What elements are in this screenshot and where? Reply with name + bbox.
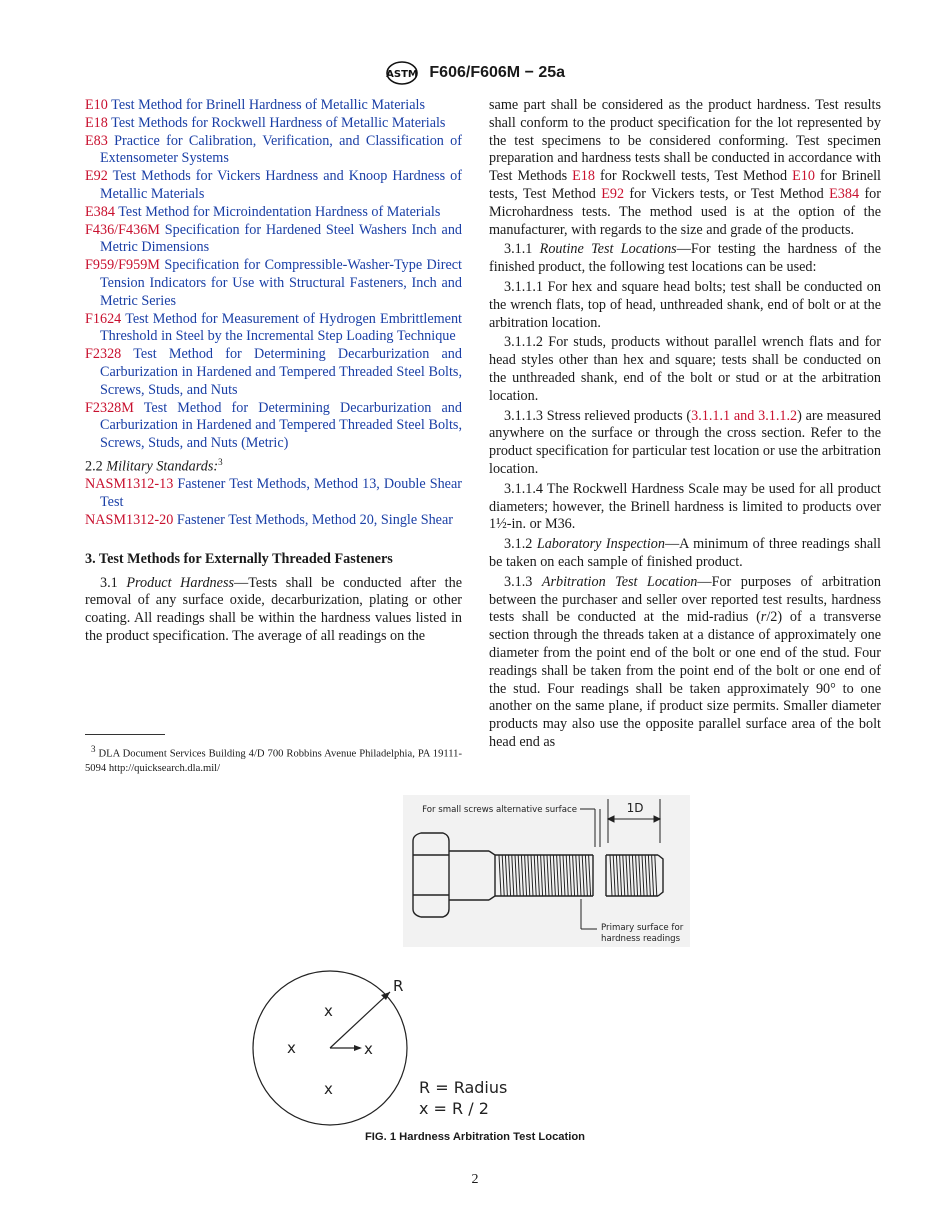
test-point-left: x: [287, 1039, 296, 1057]
reference-item: [85, 204, 462, 222]
military-code-link[interactable]: NASM1312-13: [85, 476, 174, 493]
reference-title-link[interactable]: Test Method for Determining Decarburization and Carburization in Hardened and Tempered Threaded Steel Bolts, Screws, Studs, and Nuts: [100, 346, 462, 398]
left-column: [85, 97, 462, 646]
reference-item: [85, 257, 462, 310]
reference-item: [85, 400, 462, 453]
reference-title-link[interactable]: Test Methods for Vickers Hardness and Knoop Hardness of Metallic Materials: [100, 168, 462, 202]
reference-code-link[interactable]: F2328: [85, 346, 122, 363]
svg-text:ASTM: ASTM: [386, 69, 418, 80]
reference-title-link[interactable]: Test Method for Determining Decarburization and Carburization in Hardened and Tempered Threaded Steel Bolts, Screws, Studs, and Nuts (Metric): [100, 399, 462, 452]
military-standards-list: [85, 476, 462, 529]
document-designation: F606/F606M − 25a: [429, 64, 566, 81]
para-3-1-2: 3.1.2 Laboratory Inspection—A minimum of three readings shall be taken on each sample of finished product.: [489, 536, 881, 570]
cross-section-diagram: [250, 970, 600, 1130]
reference-item: [85, 346, 462, 399]
para-3-1-1-4: 3.1.1.4 The Rockwell Hardness Scale may be used for all product diameters; however, the Brinell hardness is limited to products over 1½-in. or M36.: [489, 480, 881, 533]
link-e92[interactable]: E92: [601, 185, 625, 202]
primary-surface-label-line2: hardness readings: [601, 934, 681, 944]
para-3-1-1-2: 3.1.1.2 For studs, products without parallel wrench flats and for head styles other than hex and square; tests shall be conducted on the unthreaded shank, end of the bolt or stud or at the arbitration location.: [489, 334, 881, 404]
reference-item: [85, 222, 462, 258]
reference-code-link[interactable]: E384: [85, 203, 115, 220]
military-code-link[interactable]: NASM1312-20: [85, 512, 174, 529]
military-title-link[interactable]: Fastener Test Methods, Method 20, Single Shear: [176, 512, 454, 529]
right-column: [489, 97, 881, 752]
reference-code-link[interactable]: E83: [85, 132, 108, 149]
military-title-link[interactable]: Fastener Test Methods, Method 13, Double Shear Test: [100, 476, 462, 511]
half-radius-arrowhead: [354, 1045, 362, 1051]
figure-caption: FIG. 1 Hardness Arbitration Test Location: [364, 1131, 586, 1143]
legend-radius: R = Radius: [419, 1078, 508, 1097]
radius-label: R: [393, 977, 404, 995]
link-e18[interactable]: E18: [572, 168, 595, 185]
reference-item: [85, 97, 462, 115]
footnote: $^3$ DLA Document Services Building 4/D 700 Robbins Avenue Philadelphia, PA 19111-5094 http://quicksearch.dla.mil/: [85, 744, 462, 774]
para-3-1-1: 3.1.1 Routine Test Locations—For testing the hardness of the finished product, the following test locations can be used:: [489, 241, 882, 276]
link-e384[interactable]: E384: [829, 185, 860, 202]
para-3-1-continued: same part shall be considered as the product hardness. Test results shall conform to the product specification for the lot represented by the test specimens to be considered conforming. Test specimen preparation and hardness tests shall be conducted in accordance with Test Methods E18 for Rockwell tests, Test Method E10 for Brinell tests, Test Method E92 for Vickers tests, or Test Method E384 for Microhardness tests. The method used is at the option of the manufacturer, with regards to the size and grade of the products.: [489, 97, 881, 238]
reference-code-link[interactable]: F959/F959M: [85, 257, 160, 274]
reference-code-link[interactable]: F1624: [85, 310, 122, 327]
dimension-1d-label: 1D: [626, 801, 644, 815]
military-standard-item: [85, 476, 462, 512]
reference-code-link[interactable]: E92: [85, 168, 108, 185]
military-standard-item: [85, 512, 462, 530]
footnote-divider: [85, 734, 165, 735]
page-number: 2: [471, 1172, 479, 1187]
para-3-1-3: 3.1.3 Arbitration Test Location—For purposes of arbitration between the purchaser and seller over reported test results, hardness tests shall be conducted at the mid-radius (r/2) of a transverse section through the threads taken at a distance of approximately one diameter from the point end of the bolt or one end of the stud. Four readings shall be taken from the point end of the bolt or one end of the stud. Four readings shall be taken approximately 90° to one another on the same plane, if product size permits. Smaller diameter products may also use the opposite parallel surface area of the bolt head end as: [489, 573, 881, 750]
reference-item: [85, 311, 462, 347]
primary-surface-label-line1: Primary surface for: [601, 923, 684, 933]
section-3-heading: 3. Test Methods for Externally Threaded Fasteners: [85, 550, 393, 567]
military-standards-heading: 2.2 Military Standards:$^3$: [85, 456, 223, 475]
para-3-1-1-1: 3.1.1.1 For hex and square head bolts; test shall be conducted on the wrench flats, top of head, unthreaded shank, end of bolt or at the arbitration location.: [489, 278, 881, 331]
reference-code-link[interactable]: E18: [85, 114, 108, 131]
reference-title-link[interactable]: Practice for Calibration, Verification, and Classification of Extensometer Systems: [100, 132, 462, 167]
reference-item: [85, 168, 462, 204]
reference-title-link[interactable]: Specification for Hardened Steel Washers Inch and Metric Dimensions: [100, 221, 463, 256]
para-3-1-1-3: 3.1.1.3 Stress relieved products (3.1.1.1 and 3.1.1.2) are measured anywhere on the surface or through the cross section. Refer to the product specification for particular test location or use the arbitration location.: [489, 407, 881, 477]
alt-surface-label: For small screws alternative surface: [422, 805, 577, 815]
reference-title-link[interactable]: Test Method for Microindentation Hardness of Materials: [118, 203, 441, 220]
test-point-right: x: [364, 1040, 373, 1058]
link-3-1-1-1-and-3-1-1-2[interactable]: 3.1.1.1 and 3.1.1.2: [691, 407, 798, 424]
reference-title-link[interactable]: Test Method for Brinell Hardness of Metallic Materials: [111, 97, 425, 113]
reference-title-link[interactable]: Test Method for Measurement of Hydrogen Embrittlement Threshold in Steel by the Incremental Step Loading Technique: [100, 310, 462, 345]
astm-logo-icon: [385, 60, 419, 86]
referenced-documents-list: [85, 97, 462, 453]
reference-title-link[interactable]: Test Methods for Rockwell Hardness of Metallic Materials: [111, 114, 446, 131]
legend-half-radius: x = R / 2: [419, 1099, 489, 1118]
page-header: [0, 60, 950, 86]
bolt-diagram: [403, 795, 690, 947]
radius-line: [330, 992, 390, 1048]
reference-item: [85, 115, 462, 133]
test-point-bottom: x: [324, 1080, 333, 1098]
reference-code-link[interactable]: F2328M: [85, 399, 134, 416]
reference-item: [85, 133, 462, 169]
para-3-1: 3.1 Product Hardness—Tests shall be conducted after the removal of any surface oxide, decarburization, plating or other coating. All readings shall be within the hardness values listed in the product specification. The average of all readings on the: [85, 574, 462, 645]
reference-title-link[interactable]: Specification for Compressible-Washer-Type Direct Tension Indicators for Use with Structural Fasteners, Inch and Metric Series: [100, 257, 462, 309]
reference-code-link[interactable]: F436/F436M: [85, 221, 160, 238]
link-e10[interactable]: E10: [792, 168, 815, 185]
test-point-top: x: [324, 1002, 333, 1020]
reference-code-link[interactable]: E10: [85, 97, 108, 113]
